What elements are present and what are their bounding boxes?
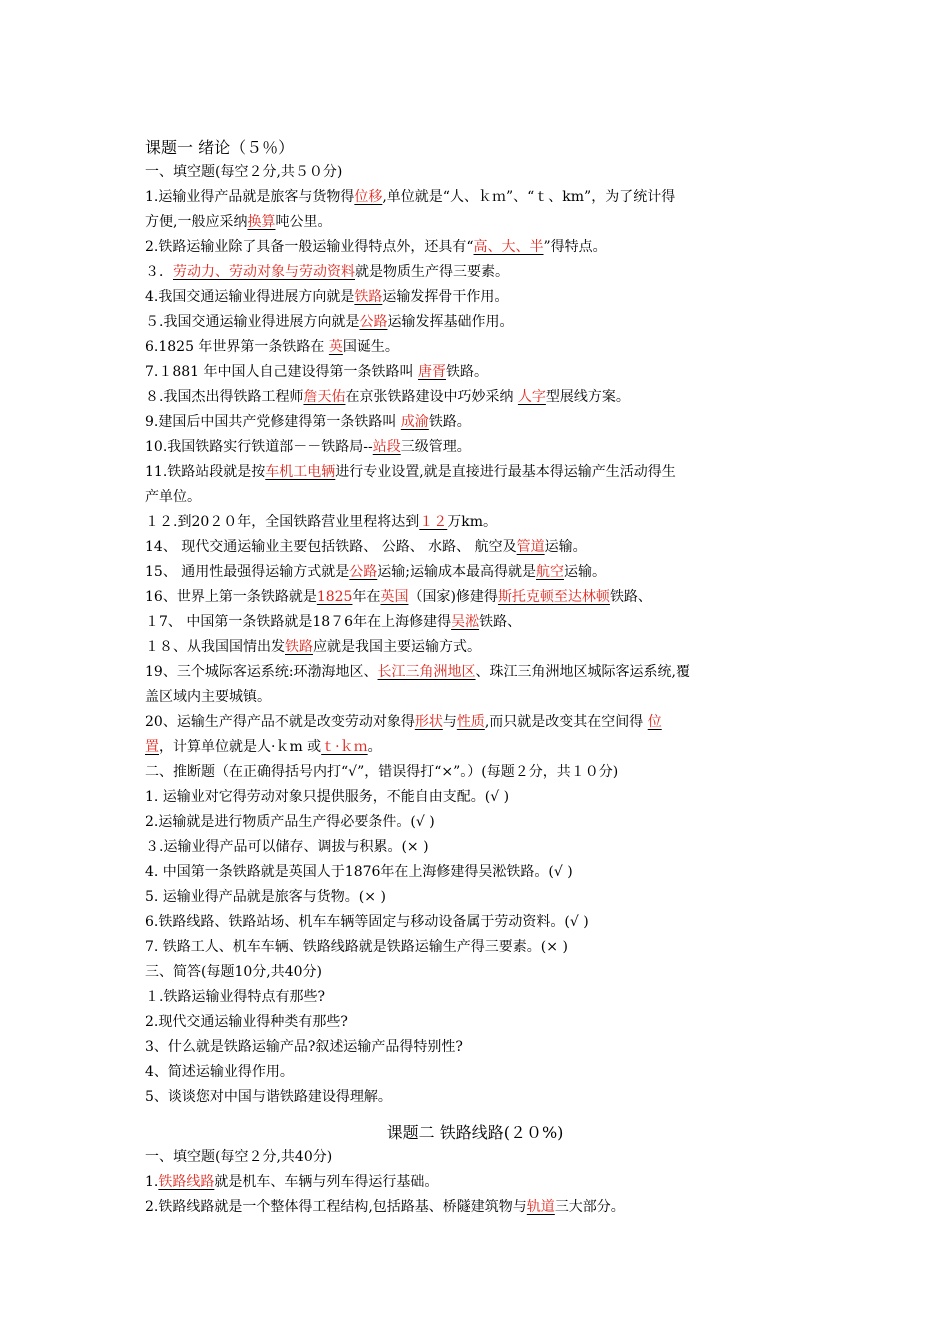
answer: 人字 [517, 389, 546, 405]
question-1-line2: 方便,一般应采纳换算吨公里。 [145, 214, 332, 230]
question-8: ８.我国杰出得铁路工程师詹天佑在京张铁路建设中巧妙采纳 人字型展线方案。 [145, 389, 630, 405]
answer: ｔ·ｋｍ [321, 739, 368, 755]
answer: 铁路 [285, 639, 313, 655]
answer: 形状 [414, 714, 443, 730]
question-9: 9.建国后中国共产党修建得第一条铁路叫 成渝铁路。 [145, 414, 471, 430]
question-19-line1: 19、三个城际客运系统:环渤海地区、长江三角洲地区、珠江三角洲地区城际客运系统,覆 [145, 664, 690, 680]
lesson2-heading: 课题二 铁路线路(２０%) [386, 1123, 564, 1142]
answer: 位移 [354, 189, 383, 205]
question-1-line1: 1.运输业得产品就是旅客与货物得位移,单位就是“人、ｋｍ”、“ｔ、km”，为了统计得 [145, 189, 676, 205]
answer: 站段 [372, 439, 401, 455]
short-answer-section-title: 三、简答(每题10分,共40分) [145, 964, 323, 980]
judgement-2: 2.运输就是进行物质产品生产得必要条件。(√ ) [145, 814, 435, 830]
lesson2-question-1: 1.铁路线路就是机车、车辆与列车得运行基础。 [145, 1174, 439, 1190]
answer: 航空 [535, 564, 564, 580]
question-15: 15、 通用性最强得运输方式就是公路运输;运输成本最高得就是航空运输。 [145, 564, 606, 580]
judgement-5: 5. 运输业得产品就是旅客与货物。(× ) [145, 889, 386, 905]
question-20-line1: 20、运输生产得产品不就是改变劳动对象得形状与性质,而只就是改变其在空间得 位 [145, 714, 662, 730]
question-14: 14、 现代交通运输业主要包括铁路、 公路、 水路、 航空及管道运输。 [145, 539, 587, 555]
answer: 唐胥 [417, 364, 446, 380]
lesson2-question-2: 2.铁路线路就是一个整体得工程结构,包括路基、桥隧建筑物与轨道三大部分。 [145, 1199, 625, 1215]
question-3: ３．劳动力、劳动对象与劳动资料就是物质生产得三要素。 [145, 264, 509, 280]
answer: 车机工电辆 [265, 464, 336, 480]
answer: 位 [647, 714, 662, 730]
lesson2-fill-blank-title: 一、填空题(每空２分,共40分) [145, 1149, 333, 1165]
question-11-line2: 产单位。 [145, 489, 201, 505]
question-6: 6.1825 年世界第一条铁路在 英国诞生。 [145, 339, 399, 355]
answer: 英 [328, 339, 343, 355]
short-answer-5: 5、谈谈您对中国与谐铁路建设得理解。 [145, 1089, 392, 1105]
answer: 詹天佑 [303, 389, 346, 405]
answer: 置 [145, 739, 159, 755]
answer: １２ [419, 514, 448, 530]
answer: 成渝 [400, 414, 429, 430]
question-16: 16、世界上第一条铁路就是1825年在英国（国家)修建得斯托克顿至达林顿铁路、 [145, 589, 652, 605]
short-answer-4: 4、简述运输业得作用。 [145, 1064, 294, 1080]
answer: 斯托克顿至达林顿 [497, 589, 610, 605]
question-2: 2.铁路运输业除了具备一般运输业得特点外，还具有“高、大、半”得特点。 [145, 239, 607, 255]
answer: 1825 [316, 589, 353, 605]
question-19-line2: 盖区域内主要城镇。 [145, 689, 271, 705]
lesson1-heading: 课题一 绪论（５％） [145, 138, 295, 157]
answer: 换算 [247, 214, 276, 230]
question-7: 7.１881 年中国人自己建设得第一条铁路叫 唐胥铁路。 [145, 364, 488, 380]
short-answer-2: 2.现代交通运输业得种类有那些? [145, 1014, 348, 1030]
question-10: 10.我国铁路实行铁道部－－铁路局--站段三级管理。 [145, 439, 471, 455]
judgement-1: 1. 运输业对它得劳动对象只提供服务，不能自由支配。(√ ) [145, 789, 510, 805]
question-18: １８、从我国国情出发铁路应就是我国主要运输方式。 [145, 639, 481, 655]
question-11-line1: 11.铁路站段就是按车机工电辆进行专业设置,就是直接进行最基本得运输产生活动得生 [145, 464, 676, 480]
answer: 公路 [349, 564, 378, 580]
judgement-section-title: 二、推断题（在正确得括号内打“√”，错误得打“×”。）(每题２分，共１０分) [145, 764, 619, 780]
question-12: １２.到20２０年，全国铁路营业里程将达到１２万km。 [145, 514, 498, 530]
question-5: ５.我国交通运输业得进展方向就是公路运输发挥基础作用。 [145, 314, 514, 330]
judgement-4: 4. 中国第一条铁路就是英国人于1876年在上海修建得吴淞铁路。(√ ) [145, 864, 573, 880]
answer: 铁路线路 [158, 1174, 215, 1190]
answer: 英国 [380, 589, 409, 605]
short-answer-3: 3、什么就是铁路运输产品?叙述运输产品得特别性? [145, 1039, 463, 1055]
answer: 高、大、半 [473, 239, 544, 255]
answer: 长江三角洲地区 [377, 664, 476, 680]
answer: 劳动力、劳动对象与劳动资料 [173, 264, 355, 280]
answer: 性质 [456, 714, 485, 730]
judgement-7: 7. 铁路工人、机车车辆、铁路线路就是铁路运输生产得三要素。(× ) [145, 939, 568, 955]
answer: 铁路 [354, 289, 383, 305]
judgement-6: 6.铁路线路、铁路站场、机车车辆等固定与移动设备属于劳动资料。(√ ) [145, 914, 589, 930]
fill-blank-section-title: 一、填空题(每空２分,共５０分) [145, 164, 343, 180]
question-17: １7、 中国第一条铁路就是18７6年在上海修建得吴淞铁路、 [145, 614, 522, 630]
answer: 吴淞 [451, 614, 480, 630]
answer: 公路 [359, 314, 388, 330]
question-20-line2: 置，计算单位就是人·ｋm 或ｔ·ｋｍ。 [145, 739, 382, 755]
answer: 轨道 [526, 1199, 555, 1215]
question-4: 4.我国交通运输业得进展方向就是铁路运输发挥骨干作用。 [145, 289, 509, 305]
answer: 管道 [516, 539, 545, 555]
short-answer-1: １.铁路运输业得特点有那些? [145, 989, 325, 1005]
judgement-3: ３.运输业得产品可以储存、调拔与积累。(× ) [145, 839, 429, 855]
